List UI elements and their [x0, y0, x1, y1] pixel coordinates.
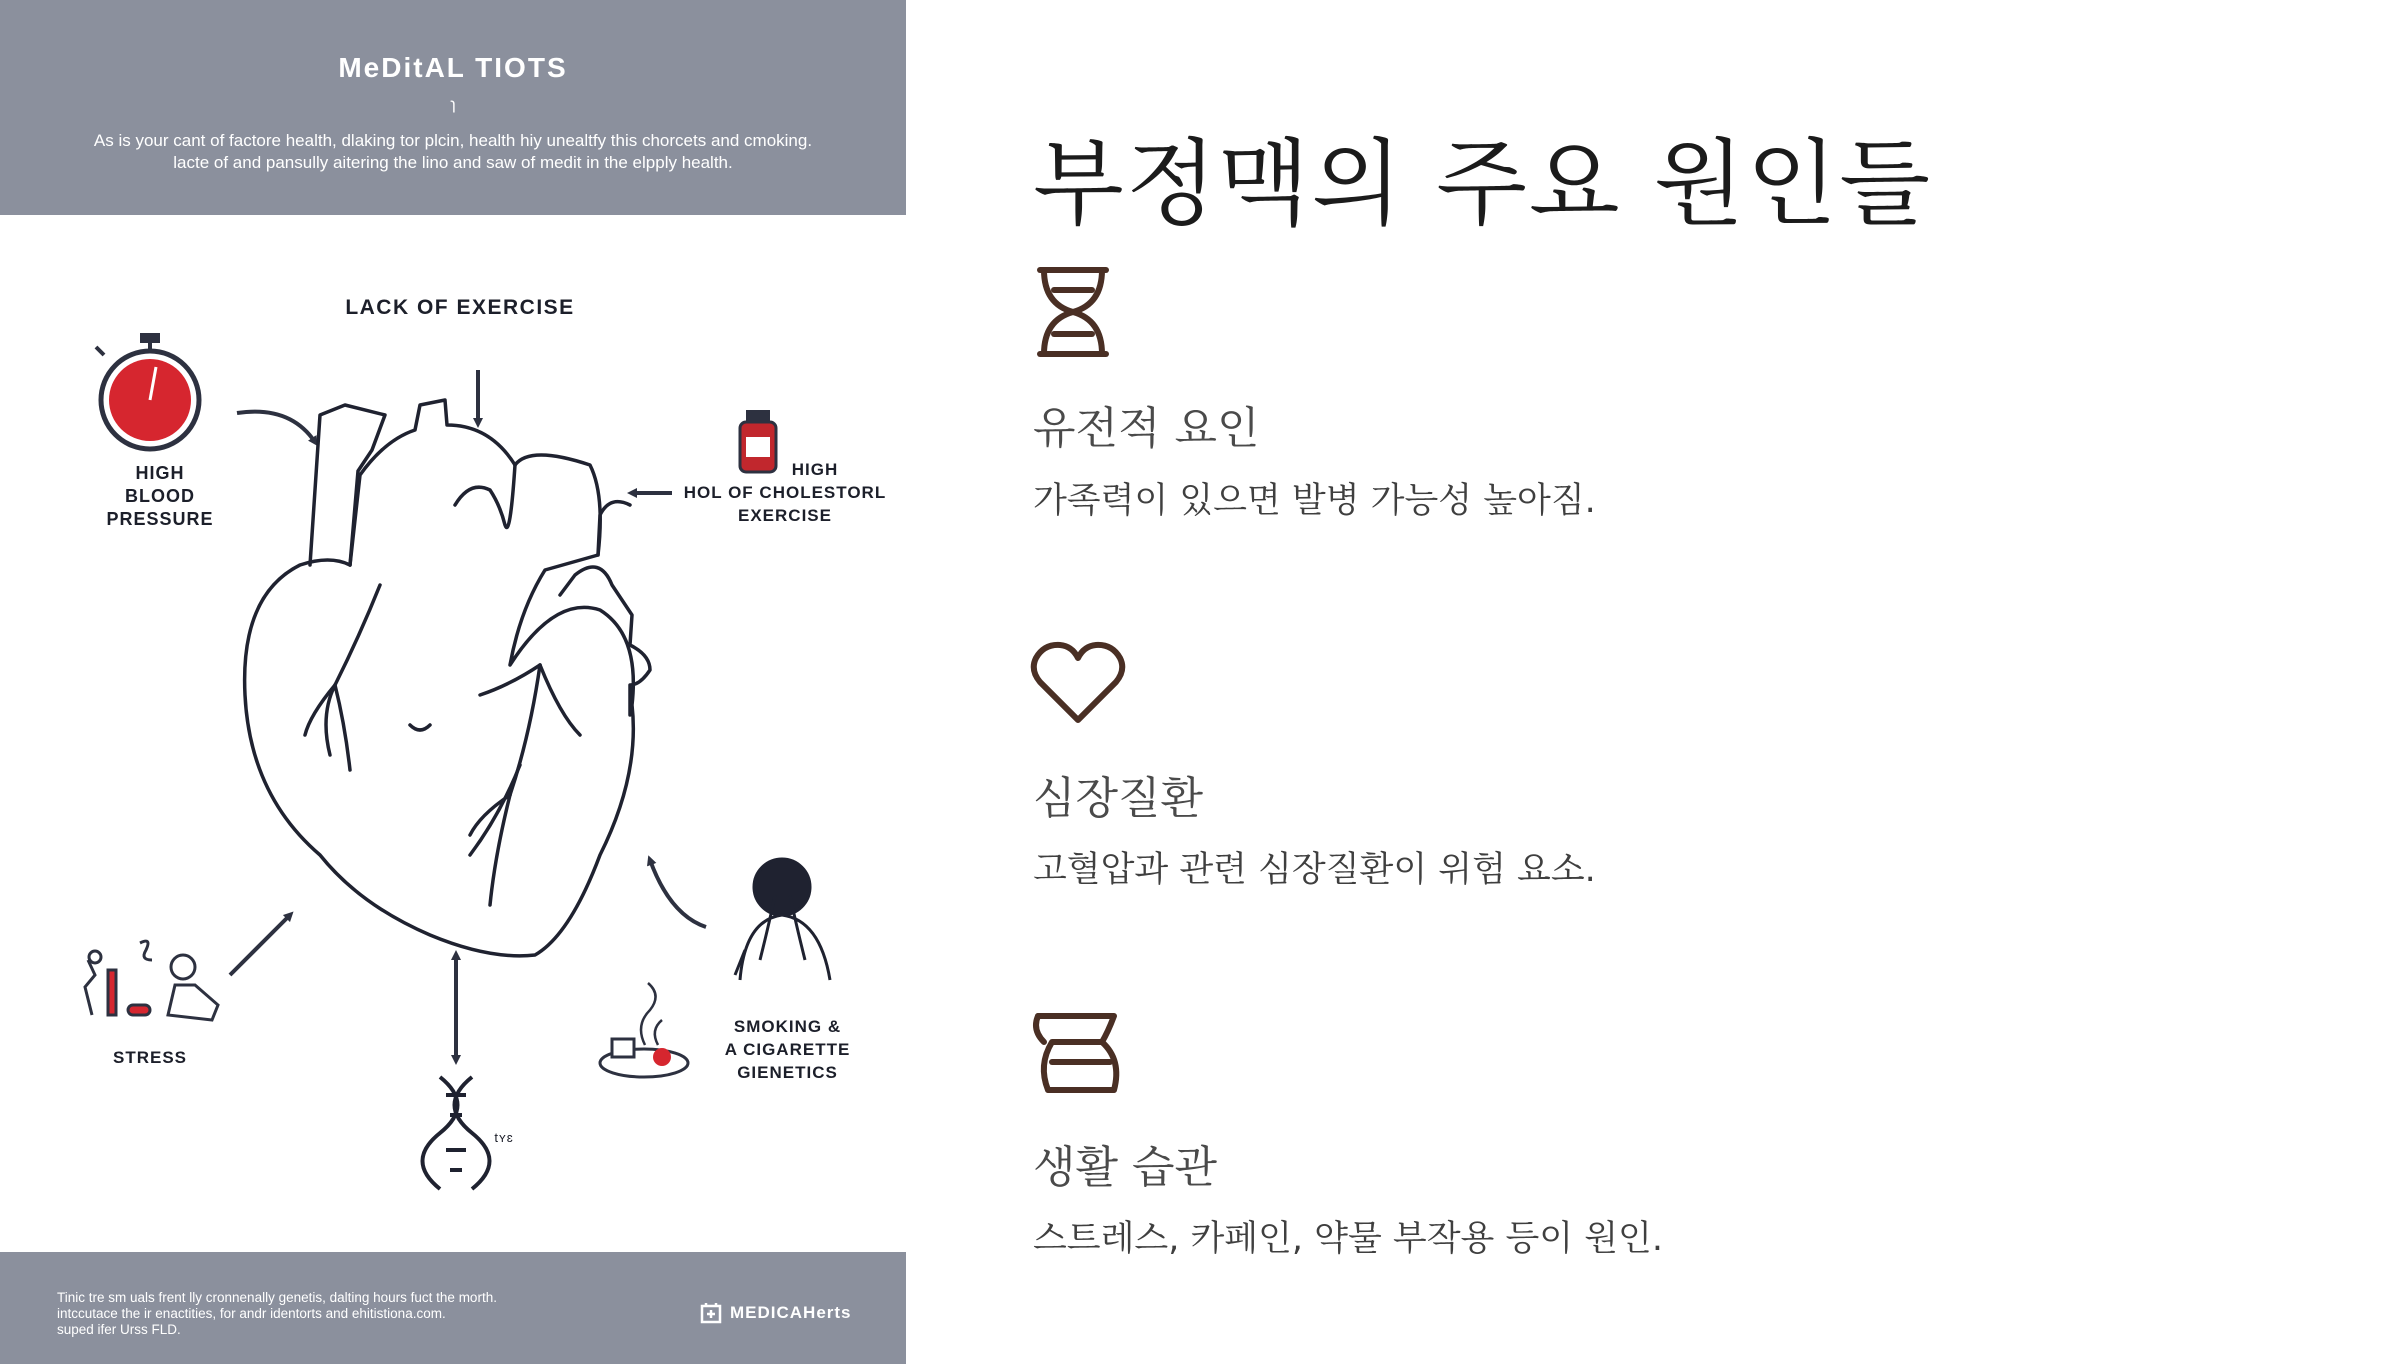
- label-line: GIENETICS: [737, 1063, 838, 1082]
- cause-title: 생활 습관: [1033, 1142, 1218, 1193]
- cause-description: 스트레스, 카페인, 약물 부작용 등이 원인.: [1033, 1219, 1663, 1259]
- heart-icon: [1030, 640, 1126, 726]
- coffee-pot-icon: [1030, 1010, 1126, 1096]
- footnote-line: intccutace the ir enactities, for andr identorts and ehitistiona.com.: [57, 1306, 446, 1321]
- stress-icon: [85, 941, 218, 1020]
- heart-illustration: [0, 215, 906, 1252]
- label-lack-of-exercise: LACK OF EXERCISE: [345, 296, 575, 319]
- arrow-icon: [230, 915, 290, 975]
- worried-person-icon: [735, 859, 830, 980]
- infographic-poster: [0, 0, 906, 1364]
- label-line: SMOKING &: [733, 1017, 842, 1036]
- poster-title: MeDitAL TIOTS: [338, 52, 568, 83]
- label-cholesterol: [680, 458, 890, 527]
- label-line: A CIGARETTE: [724, 1040, 851, 1059]
- label-line: HIGH: [135, 463, 185, 483]
- cause-title: 심장질환: [1033, 773, 1204, 824]
- arrow-icon: [650, 860, 706, 927]
- label-high-blood-pressure: [80, 462, 240, 531]
- label-line: HIGH: [791, 460, 839, 479]
- poster-intro-line: lacte of and pansully aitering the lino and saw of medit in the elpply health.: [173, 153, 733, 172]
- brand-logo-icon: [700, 1302, 722, 1324]
- stopwatch-icon: [96, 333, 199, 449]
- cigarette-plate-icon: [600, 983, 688, 1077]
- footnote-line: Tinic tre sm uals frent lly cronnenally genetis, dalting hours fuct the morth.: [57, 1290, 497, 1305]
- cause-description: 고혈압과 관련 심장질환이 위험 요소.: [1033, 850, 1596, 890]
- brand-name: MEDICAHerts: [730, 1303, 852, 1322]
- label-stress: STRESS: [112, 1048, 188, 1067]
- label-line: BLOOD: [125, 486, 195, 506]
- cause-title: 유전적 요인: [1033, 403, 1260, 454]
- cause-description: 가족력이 있으면 발병 가능성 높아짐.: [1033, 481, 1596, 521]
- poster-intro-line: As is your cant of factore health, dlaking tor plcin, health hiy unealtfy this chorcets and cmoking.: [93, 131, 813, 150]
- footnote-line: suped ifer Urss FLD.: [57, 1322, 181, 1337]
- label-line: EXERCISE: [738, 506, 832, 525]
- dna-note: tʏɛ: [494, 1130, 514, 1145]
- label-smoking: [700, 1015, 875, 1084]
- poster-header: [0, 0, 906, 215]
- label-line: PRESSURE: [106, 509, 214, 529]
- poster-brand: [700, 1302, 852, 1324]
- poster-illustration: [0, 215, 906, 1252]
- poster-title-mark: ɿ: [450, 96, 456, 113]
- poster-footnote: [57, 1290, 617, 1338]
- label-line: HOL OF CHOLESTORL: [683, 483, 887, 502]
- dna-helix-icon: [423, 1077, 490, 1189]
- dna-icon: [1030, 264, 1116, 360]
- page-title: 부정맥의 주요 원인들: [1033, 130, 1932, 239]
- poster-intro: [40, 130, 866, 174]
- arrow-icon: [237, 412, 315, 442]
- poster-footer: [0, 1252, 906, 1364]
- heart-drawing: [245, 400, 650, 956]
